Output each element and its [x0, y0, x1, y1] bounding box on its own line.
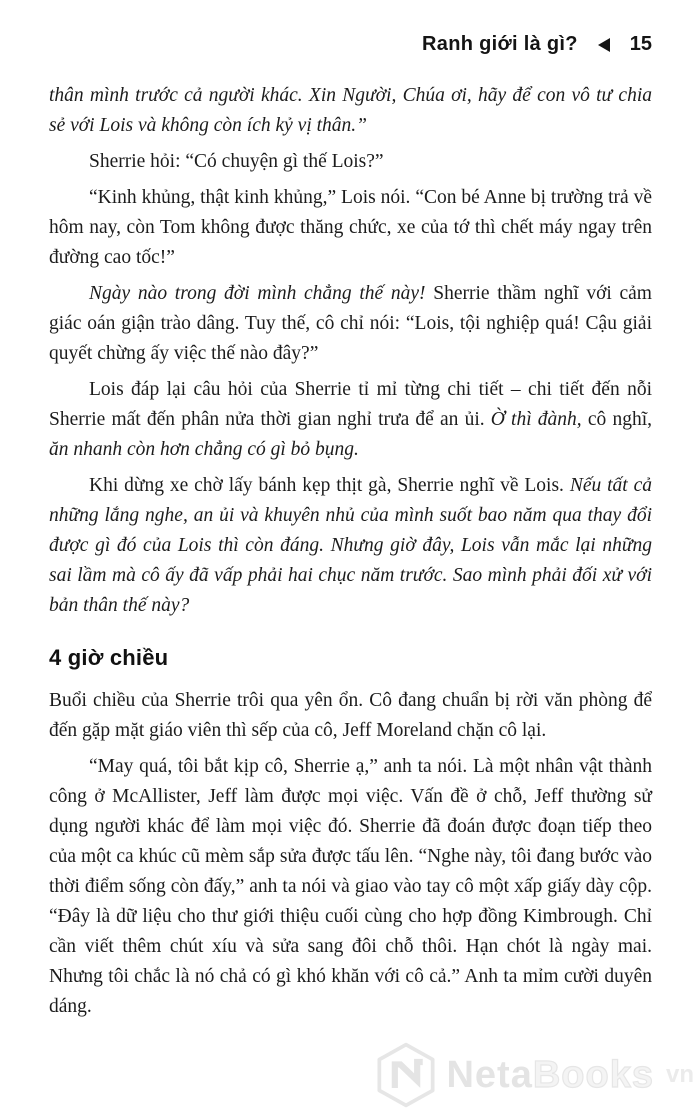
watermark-suffix: vn	[665, 1061, 694, 1088]
text-segment: “Kinh khủng, thật kinh khủng,” Lois nói. “Con bé Anne bị trường trả về hôm nay, còn Tom không được thăng chức, xe của tớ thì chết máy ngay trên đường cao tốc!”	[49, 187, 652, 268]
paragraph	[49, 279, 652, 369]
watermark-brand-neta: Neta	[446, 1054, 533, 1096]
text-segment: Buổi chiều của Sherrie trôi qua yên ổn. Cô đang chuẩn bị rời văn phòng để đến gặp mặt giáo viên thì sếp của cô, Jeff Moreland chặn cô lại.	[49, 690, 652, 741]
section-heading: 4 giờ chiều	[49, 645, 169, 670]
page-number: 15	[629, 32, 652, 55]
watermark	[375, 1042, 694, 1108]
text-segment: Sherrie thầm nghĩ với cảm giác oán giận trào dâng. Tuy thế, cô chỉ nói: “Lois, tội nghiệp quá! Cậu giải quyết chừng ấy việc thế nào đây?”	[49, 283, 652, 364]
watermark-brand-books: Books	[532, 1054, 654, 1096]
paragraph	[49, 147, 652, 177]
paragraph	[49, 686, 652, 746]
paragraph	[49, 375, 652, 465]
text-segment: “May quá, tôi bắt kịp cô, Sherrie ạ,” anh ta nói. Là một nhân vật thành công ở McAllister, Jeff làm được mọi việc. Vấn đề ở chỗ, Jeff thường sử dụng người khác để làm mọi việc đó. Sherrie đã đoán được đoạn tiếp theo của một ca khúc cũ mèm sắp sửa được tấu lên. “Nghe này, tôi đang bước vào thời điểm sống còn đấy,” anh ta nói và giao vào tay cô một xấp giấy dày cộp. “Đây là dữ liệu cho thư giới thiệu cuối cùng cho hợp đồng Kimbrough. Chỉ cần viết thêm chút xíu và sửa sang đôi chỗ thôi. Hạn chót là ngày mai. Nhưng tôi chắc là nó chả có gì khó khăn với cô cả.” Anh ta mỉm cười duyên dáng.	[49, 756, 652, 1017]
text-segment: Nếu tất cả những lắng nghe, an ủi và khuyên nhủ của mình suốt bao năm qua thay đổi được gì đó của Lois thì còn đáng. Nhưng giờ đây, Lois vẫn mắc lại những sai lầm mà cô ấy đã vấp phải hai chục năm trước. Sao mình phải đối xử với bản thân thế này?	[49, 475, 652, 616]
watermark-brand	[446, 1056, 654, 1094]
text-segment: cô nghĩ,	[587, 409, 652, 430]
running-title: Ranh giới là gì?	[422, 32, 578, 55]
text-segment: ăn nhanh còn hơn chẳng có gì bỏ bụng.	[49, 439, 359, 460]
page-header	[49, 30, 652, 58]
text-segment: Ờ thì đành,	[490, 409, 588, 430]
netabooks-hexagon-n-icon	[375, 1042, 437, 1108]
page-body	[49, 81, 652, 1022]
paragraph	[49, 183, 652, 273]
text-segment: Sherrie hỏi: “Có chuyện gì thế Lois?”	[89, 151, 384, 172]
text-segment: thân mình trước cả người khác. Xin Người, Chúa ơi, hãy để con vô tư chia sẻ với Lois và không còn ích kỷ vị thân.”	[49, 85, 652, 136]
paragraph	[49, 471, 652, 621]
paragraph	[49, 752, 652, 1022]
left-triangle-icon	[598, 38, 610, 52]
text-segment: Lois đáp lại câu hỏi của Sherrie tỉ mỉ từng chi tiết – chi tiết đến nỗi Sherrie mất đến phân nửa thời gian nghỉ trưa để an ủi.	[49, 379, 652, 430]
text-segment: Ngày nào trong đời mình chẳng thế này!	[89, 283, 434, 304]
paragraph	[49, 81, 652, 141]
text-segment: Khi dừng xe chờ lấy bánh kẹp thịt gà, Sherrie nghĩ về Lois.	[89, 475, 570, 496]
